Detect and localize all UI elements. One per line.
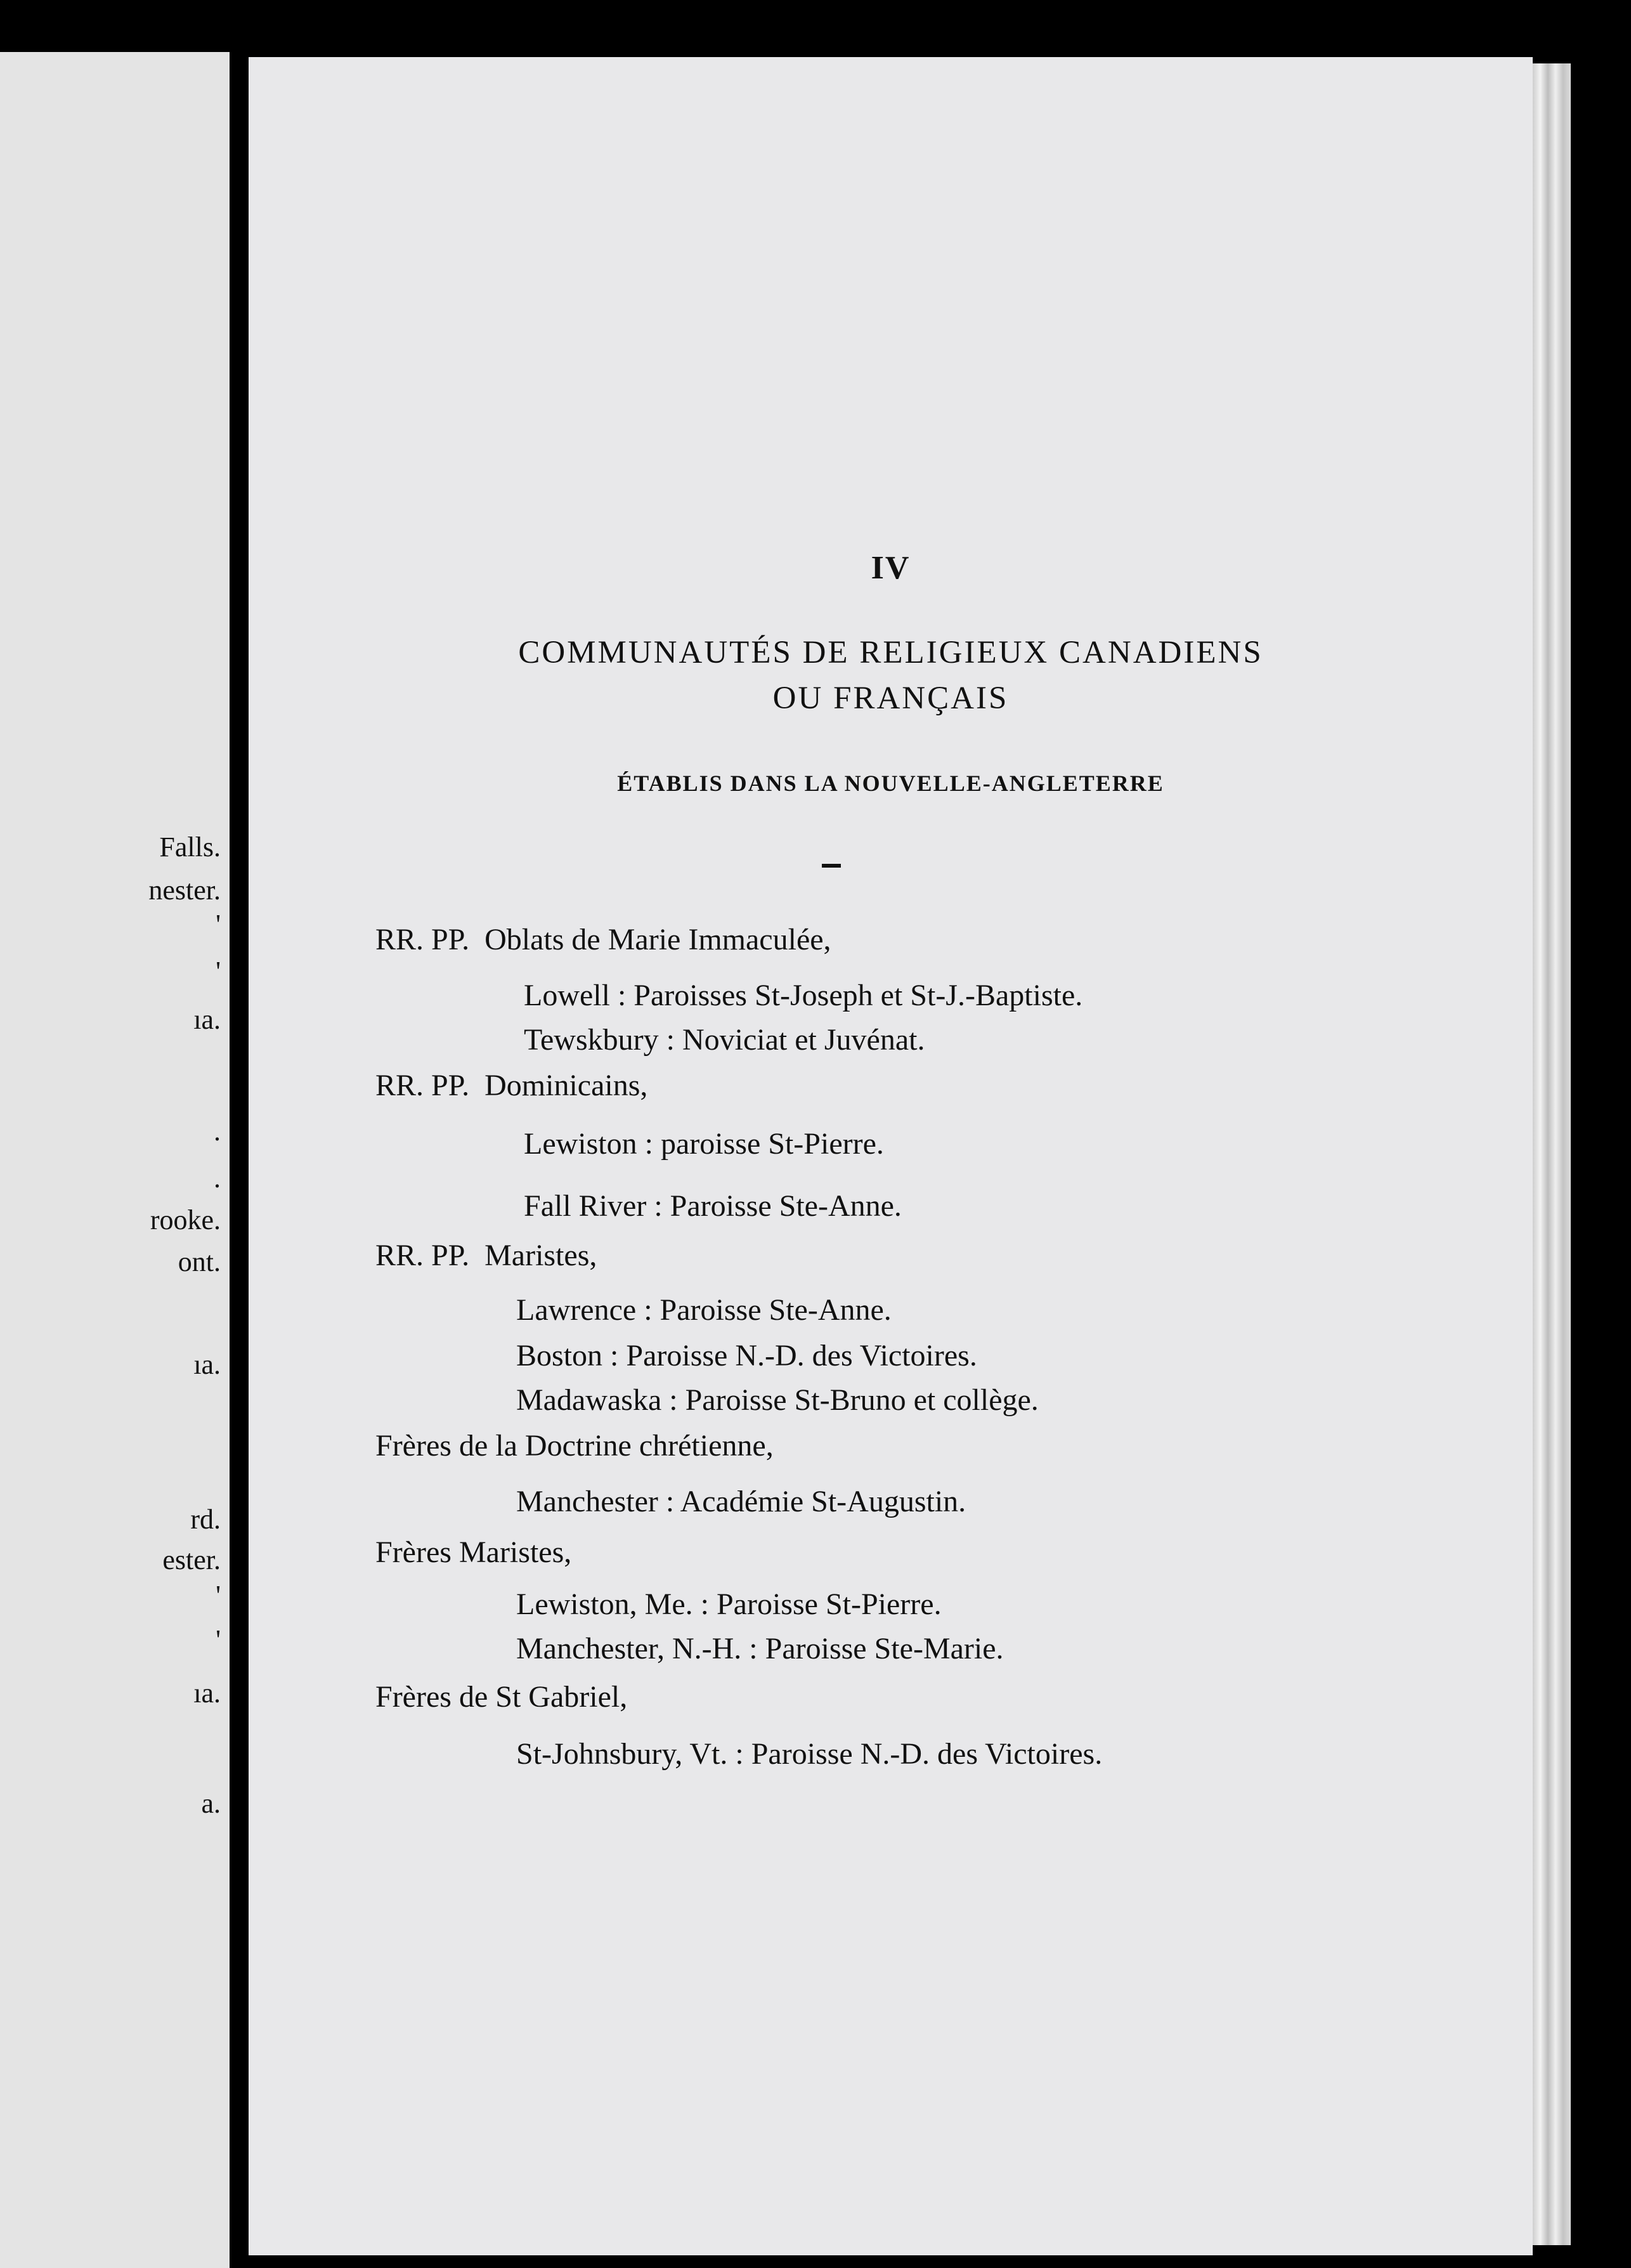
page-edges: [1533, 63, 1571, 2245]
left-page-fragment: rd.: [190, 1504, 221, 1535]
entry-prefix: RR. PP.: [375, 1239, 470, 1272]
entry-line: Madawaska : Paroisse St-Bruno et collège.: [516, 1383, 1039, 1417]
title-line-1: COMMUNAUTÉS DE RELIGIEUX CANADIENS: [518, 635, 1263, 670]
left-page-fragment: ': [216, 1580, 221, 1611]
left-page-fragment: ': [216, 956, 221, 987]
entry-line: St-Johnsbury, Vt. : Paroisse N.-D. des Victoires.: [516, 1737, 1103, 1771]
entry-header-freres-doctrine: Frères de la Doctrine chrétienne,: [375, 1429, 774, 1463]
entry-name: Dominicains,: [484, 1069, 648, 1102]
entry-header-freres-maristes: Frères Maristes,: [375, 1535, 572, 1569]
left-page-fragment: ıa.: [193, 1004, 221, 1035]
left-page-fragment: ıa.: [193, 1349, 221, 1380]
entry-line: Manchester, N.-H. : Paroisse Ste-Marie.: [516, 1632, 1004, 1665]
entry-line: Lowell : Paroisses St-Joseph et St-J.-Baptiste.: [524, 979, 1083, 1012]
left-page-fragment: .: [214, 1116, 221, 1147]
left-page-fragment: Falls.: [159, 831, 221, 863]
entry-line: Tewskbury : Noviciat et Juvénat.: [524, 1023, 925, 1057]
entry-header-oblats: [375, 925, 831, 955]
entry-line: Fall River : Paroisse Ste-Anne.: [524, 1189, 902, 1223]
entry-line: Lewiston : paroisse St-Pierre.: [524, 1127, 884, 1161]
entry-line: Lawrence : Paroisse Ste-Anne.: [516, 1293, 892, 1327]
entry-line: Boston : Paroisse N.-D. des Victoires.: [516, 1339, 977, 1372]
left-page-fragment: .: [214, 1163, 221, 1194]
gutter: [230, 0, 249, 2268]
right-page: [249, 57, 1533, 2255]
entry-name: Oblats de Marie Immaculée,: [484, 923, 831, 956]
section-number: IV: [871, 550, 911, 586]
entry-header-freres-gabriel: Frères de St Gabriel,: [375, 1680, 628, 1714]
entry-name: Maristes,: [484, 1239, 597, 1272]
left-page-fragment: ': [216, 1624, 221, 1655]
left-page-fragment: a.: [201, 1788, 221, 1819]
left-page-fragment: ont.: [178, 1246, 221, 1277]
left-page: [0, 52, 230, 2268]
subtitle: ÉTABLIS DANS LA NOUVELLE-ANGLETERRE: [617, 771, 1164, 796]
entry-prefix: RR. PP.: [375, 1069, 470, 1102]
entry-prefix: RR. PP.: [375, 923, 470, 956]
entry-line: Lewiston, Me. : Paroisse St-Pierre.: [516, 1587, 942, 1621]
title-line-2: OU FRANÇAIS: [772, 681, 1009, 716]
left-page-fragment: rooke.: [150, 1204, 221, 1235]
entry-header-maristes: [375, 1241, 597, 1271]
entry-line: Manchester : Académie St-Augustin.: [516, 1485, 966, 1518]
left-page-fragment: ': [216, 909, 221, 940]
separator-dash: [822, 864, 841, 868]
left-page-fragment: nester.: [148, 875, 221, 906]
entry-header-dominicains: [375, 1071, 647, 1101]
left-page-fragment: ester.: [162, 1544, 221, 1575]
left-page-fragment: ıa.: [193, 1678, 221, 1709]
